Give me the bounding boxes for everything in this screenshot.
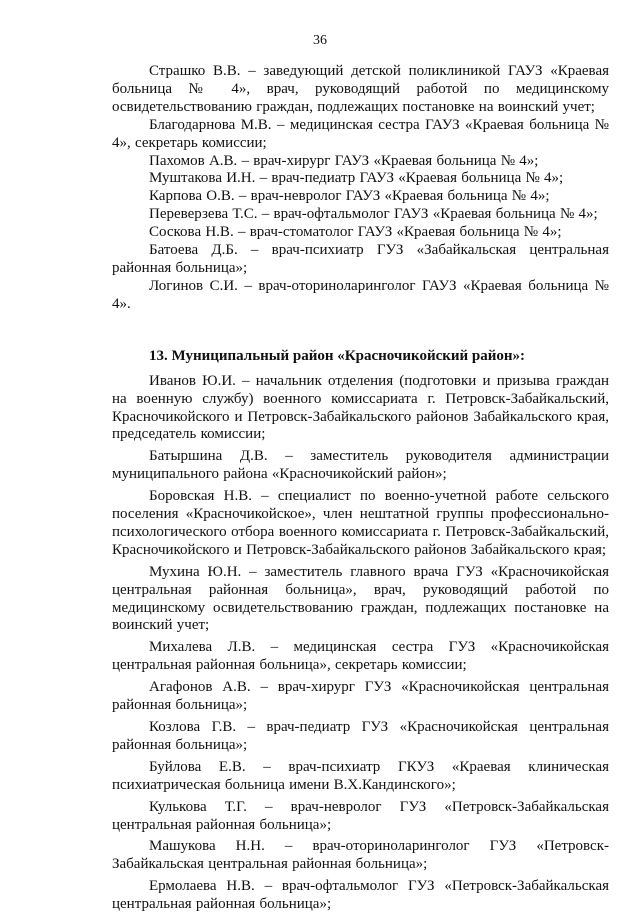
- member-entry: Машукова Н.Н. – врач-оториноларинголог ГУЗ «Петровск-Забайкальская центральная районная больница»;: [112, 838, 609, 873]
- member-entry: Батоева Д.Б. – врач-психиатр ГУЗ «Забайкальская центральная районная больница»;: [112, 242, 609, 276]
- member-entry: Кулькова Т.Г. – врач-невролог ГУЗ «Петровск-Забайкальская центральная районная больница»;: [112, 798, 609, 833]
- member-entry: Соскова Н.В. – врач-стоматолог ГАУЗ «Краевая больница № 4»;: [149, 224, 562, 241]
- document-body: [112, 63, 609, 914]
- member-entry: Переверзева Т.С. – врач-офтальмолог ГАУЗ «Краевая больница № 4»;: [149, 206, 598, 223]
- member-entry: Михалева Л.В. – медицинская сестра ГУЗ «Красночикойская центральная районная больница», секретарь комиссии;: [112, 639, 609, 674]
- commission-member-list-section-13: [112, 373, 609, 914]
- member-entry: Логинов С.И. – врач-оториноларинголог ГАУЗ «Краевая больница № 4».: [112, 277, 609, 312]
- member-entry: Карпова О.В. – врач-невролог ГАУЗ «Краевая больница № 4»;: [149, 188, 550, 205]
- member-entry: Агафонов А.В. – врач-хирург ГУЗ «Красночикойская центральная районная больница»;: [112, 679, 609, 714]
- member-entry: Муштакова И.Н. – врач-педиатр ГАУЗ «Краевая больница № 4»;: [149, 170, 564, 187]
- member-entry: Ермолаева Н.В. – врач-офтальмолог ГУЗ «Петровск-Забайкальская центральная районная больница»;: [112, 878, 609, 913]
- member-entry: Страшко В.В. – заведующий детской поликлиникой ГАУЗ «Краевая больница № 4», врач, руководящий работой по медицинскому освидетельствованию граждан, подлежащих постановке на воинский учет;: [112, 63, 609, 115]
- commission-member-list-section-12: [112, 63, 609, 314]
- section-heading: 13. Муниципальный район «Красночикойский район»:: [149, 347, 526, 364]
- member-entry: Буйлова Е.В. – врач-психиатр ГКУЗ «Краевая клиническая психиатрическая больница имени В.Х.Кандинского»;: [112, 758, 609, 793]
- page-number: 36: [313, 33, 327, 48]
- member-entry: Боровская Н.В. – специалист по военно-учетной работе сельского поселения «Красночикойское», член нештатной группы профессионально-психологического отбора военного комиссариата г. Петровск-Забайкальский, Красночикойского и Петровск-Забайкальского районов Забайкальского края;: [112, 488, 609, 558]
- member-entry: Мухина Ю.Н. – заместитель главного врача ГУЗ «Красночикойская центральная районная больница», врач, руководящий работой по медицинскому освидетельствованию граждан, подлежащих постановке на воинский учет;: [112, 563, 609, 634]
- member-entry: Батыршина Д.В. – заместитель руководителя администрации муниципального района «Красночикойский район»;: [112, 448, 609, 483]
- member-entry: Иванов Ю.И. – начальник отделения (подготовки и призыва граждан на военную службу) военного комиссариата г. Петровск-Забайкальский, Красночикойского и Петровск-Забайкальского районов Забайкальского края, председатель комиссии;: [112, 372, 609, 443]
- member-entry: Козлова Г.В. – врач-педиатр ГУЗ «Красночикойская центральная районная больница»;: [112, 719, 609, 753]
- member-entry: Пахомов А.В. – врач-хирург ГАУЗ «Краевая больница № 4»;: [149, 152, 539, 169]
- member-entry: Благодарнова М.В. – медицинская сестра ГАУЗ «Краевая больница № 4», секретарь комиссии;: [112, 116, 609, 151]
